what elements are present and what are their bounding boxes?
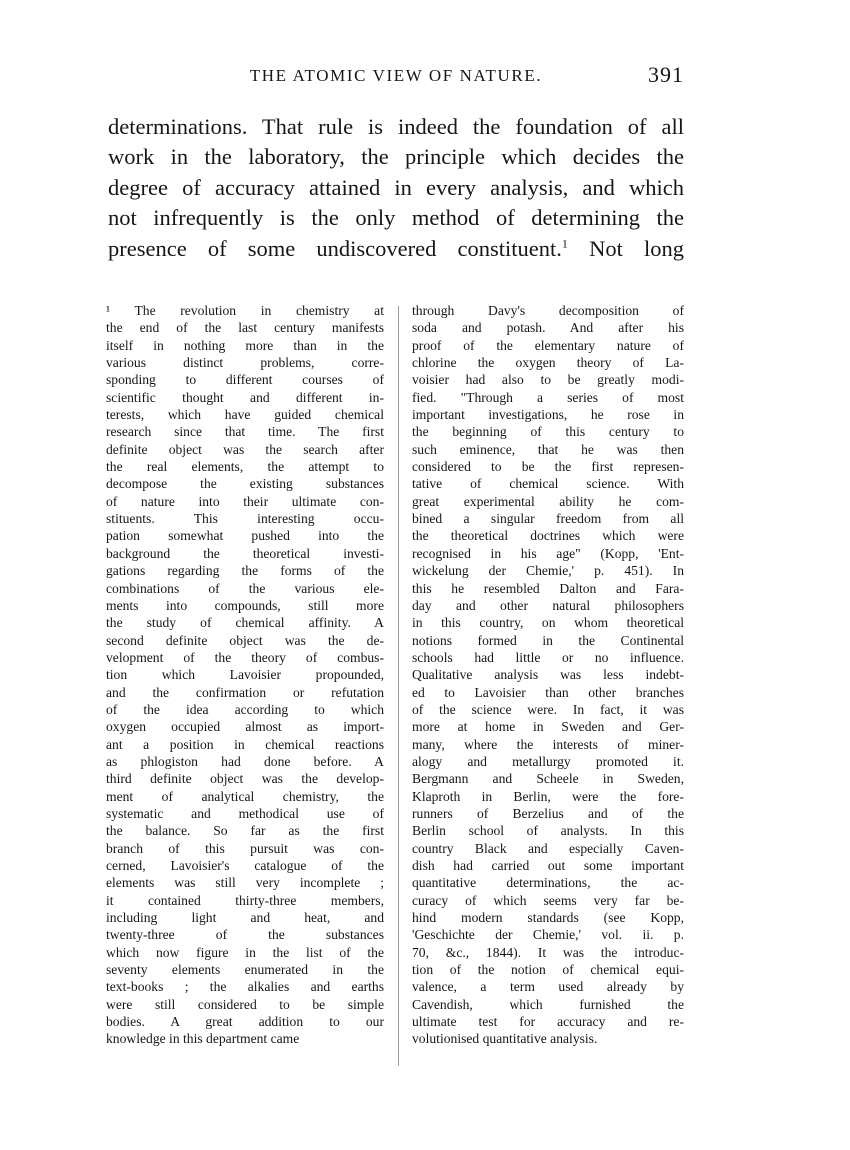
footnote-line: sponding to different courses of <box>106 372 384 388</box>
footnote-line: schools had little or no influence. <box>412 649 684 665</box>
footnote-line: proof of the elementary nature of <box>412 337 684 353</box>
footnote-line: in this country, on whom theoretical <box>412 615 684 631</box>
running-title: THE ATOMIC VIEW OF NATURE. <box>249 66 543 85</box>
footnote-line: day and other natural philosophers <box>412 597 684 613</box>
footnote-right-column <box>412 302 684 1048</box>
footnote-line: the end of the last century manifests <box>106 320 384 336</box>
body-line-start: presence of some undiscovered constituent. <box>108 235 562 261</box>
footnote-line: gations regarding the forms of the <box>106 563 384 579</box>
footnote-line: runners of Berzelius and of the <box>412 805 684 821</box>
footnote-line: more at home in Sweden and Ger- <box>412 719 684 735</box>
body-line-last <box>108 234 684 264</box>
body-line-end: Not long <box>567 235 684 261</box>
footnote-line: curacy of which seems very far be- <box>412 892 684 908</box>
footnote-line: of nature into their ultimate con- <box>106 493 384 509</box>
footnote-line: dish had carried out some important <box>412 858 684 873</box>
footnote-line: scientific thought and different in- <box>106 389 384 405</box>
footnote-line: ed to Lavoisier than other branches <box>412 684 684 700</box>
body-line: degree of accuracy attained in every analysis, and which <box>108 174 684 200</box>
column-divider <box>398 306 399 1066</box>
footnote-line: various distinct problems, corre- <box>106 355 384 371</box>
footnote-line: combinations of the various ele- <box>106 580 384 596</box>
footnote-line: 'Geschichte der Chemie,' vol. ii. p. <box>412 927 684 943</box>
page-number: 391 <box>648 62 684 87</box>
footnote-line: country Black and especially Caven- <box>412 840 684 856</box>
footnote-line: considered to be the first represen- <box>412 459 684 475</box>
footnote-line: Bergmann and Scheele in Sweden, <box>412 771 684 787</box>
body-line: work in the laboratory, the principle which decides the <box>108 144 684 170</box>
footnote-line: velopment of the theory of combus- <box>106 649 384 665</box>
footnote-line: systematic and methodical use of <box>106 805 384 821</box>
footnote-line: of the science were. In fact, it was <box>412 701 684 717</box>
footnote-line: such eminence, that he was then <box>412 441 684 457</box>
footnote-line: background the theoretical investi- <box>106 545 384 561</box>
footnote-line: hind modern standards (see Kopp, <box>412 910 684 926</box>
footnote-line: of the idea according to which <box>106 701 384 717</box>
footnote-line: Berlin school of analysts. In this <box>412 823 684 839</box>
footnote-line: bined a singular freedom from all <box>412 511 684 527</box>
footnote-line: volutionised quantitative analysis. <box>412 1031 598 1047</box>
footnote-line: itself in nothing more than in the <box>106 337 384 353</box>
footnote-line: fied. "Through a series of most <box>412 389 684 405</box>
body-line: not infrequently is the only method of determining the <box>108 205 684 231</box>
footnote-line: ant a position in chemical reactions <box>106 736 384 752</box>
footnote-line: ¹ The revolution in chemistry at <box>106 303 384 318</box>
footnote-line: this he resembled Dalton and Fara- <box>412 580 684 596</box>
footnote-line: notions formed in the Continental <box>412 632 684 648</box>
body-text <box>108 112 684 264</box>
footnote-line: it contained thirty-three members, <box>106 892 384 908</box>
footnote-line: ultimate test for accuracy and re- <box>412 1014 684 1030</box>
footnote-line: alogy and metallurgy promoted it. <box>412 753 684 769</box>
footnote-line: voisier had also to be greatly modi- <box>412 372 684 388</box>
footnote-line: and the confirmation or refutation <box>106 684 384 700</box>
footnote-line: oxygen occupied almost as import- <box>106 719 384 735</box>
footnote-line: research since that time. The first <box>106 424 384 440</box>
footnote-line: third definite object was the develop- <box>106 771 384 787</box>
footnote-line: knowledge in this department came <box>106 1031 300 1047</box>
footnote-line: wickelung der Chemie,' p. 451). In <box>412 563 684 579</box>
footnote-line: recognised in his age" (Kopp, 'Ent- <box>412 545 684 561</box>
footnote-line: second definite object was the de- <box>106 632 384 648</box>
running-head <box>108 62 684 90</box>
footnote-line: Klaproth in Berlin, were the fore- <box>412 788 684 804</box>
footnote-line: stituents. This interesting occu- <box>106 511 384 527</box>
footnote-line: cerned, Lavoisier's catalogue of the <box>106 858 384 873</box>
footnote-line: twenty-three of the substances <box>106 927 384 943</box>
footnote-line: which now figure in the list of the <box>106 944 384 960</box>
footnote-line: chlorine the oxygen theory of La- <box>412 355 684 371</box>
footnote-line: branch of this pursuit was con- <box>106 840 384 856</box>
footnote-line: including light and heat, and <box>106 910 384 926</box>
footnote-line: ments into compounds, still more <box>106 597 384 613</box>
footnote-line: the theoretical doctrines which were <box>412 528 684 544</box>
footnote-line: elements was still very incomplete ; <box>106 875 384 891</box>
footnote-line: 70, &c., 1844). It was the introduc- <box>412 944 684 960</box>
footnote-line: tion which Lavoisier propounded, <box>106 667 384 683</box>
footnote-line: soda and potash. And after his <box>412 320 684 336</box>
footnote-line: ment of analytical chemistry, the <box>106 788 384 804</box>
footnote-line: seventy elements enumerated in the <box>106 962 384 978</box>
footnote-line: valence, a term used already by <box>412 979 684 995</box>
footnote-line: the balance. So far as the first <box>106 823 384 839</box>
footnote-line: pation somewhat pushed into the <box>106 528 384 544</box>
footnote-line: were still considered to be simple <box>106 996 384 1012</box>
footnote-line: Cavendish, which furnished the <box>412 996 684 1012</box>
footnote-line: as phlogiston had done before. A <box>106 753 384 769</box>
footnote-line: bodies. A great addition to our <box>106 1014 384 1030</box>
footnote-line: decompose the existing substances <box>106 476 384 492</box>
footnote-line: text-books ; the alkalies and earths <box>106 979 384 995</box>
footnote-line: the beginning of this century to <box>412 424 684 440</box>
footnote-line: Qualitative analysis was less indebt- <box>412 667 684 683</box>
footnote-line: important investigations, he rose in <box>412 407 684 423</box>
footnote-line: the real elements, the attempt to <box>106 459 384 475</box>
footnote-left-column <box>106 302 384 1048</box>
footnote-line: definite object was the search after <box>106 441 384 457</box>
footnote-line: quantitative determinations, the ac- <box>412 875 684 891</box>
footnote-line: through Davy's decomposition of <box>412 303 684 318</box>
footnote-line: terests, which have guided chemical <box>106 407 384 423</box>
footnote-line: many, where the interests of miner- <box>412 736 684 752</box>
footnote-line: tative of chemical science. With <box>412 476 684 492</box>
footnote-line: the study of chemical affinity. A <box>106 615 384 631</box>
footnote-marker: 1 <box>561 236 568 251</box>
footnote-line: tion of the notion of chemical equi- <box>412 962 684 978</box>
body-line: determinations. That rule is indeed the foundation of all <box>108 114 684 139</box>
footnote-line: great experimental ability he com- <box>412 493 684 509</box>
